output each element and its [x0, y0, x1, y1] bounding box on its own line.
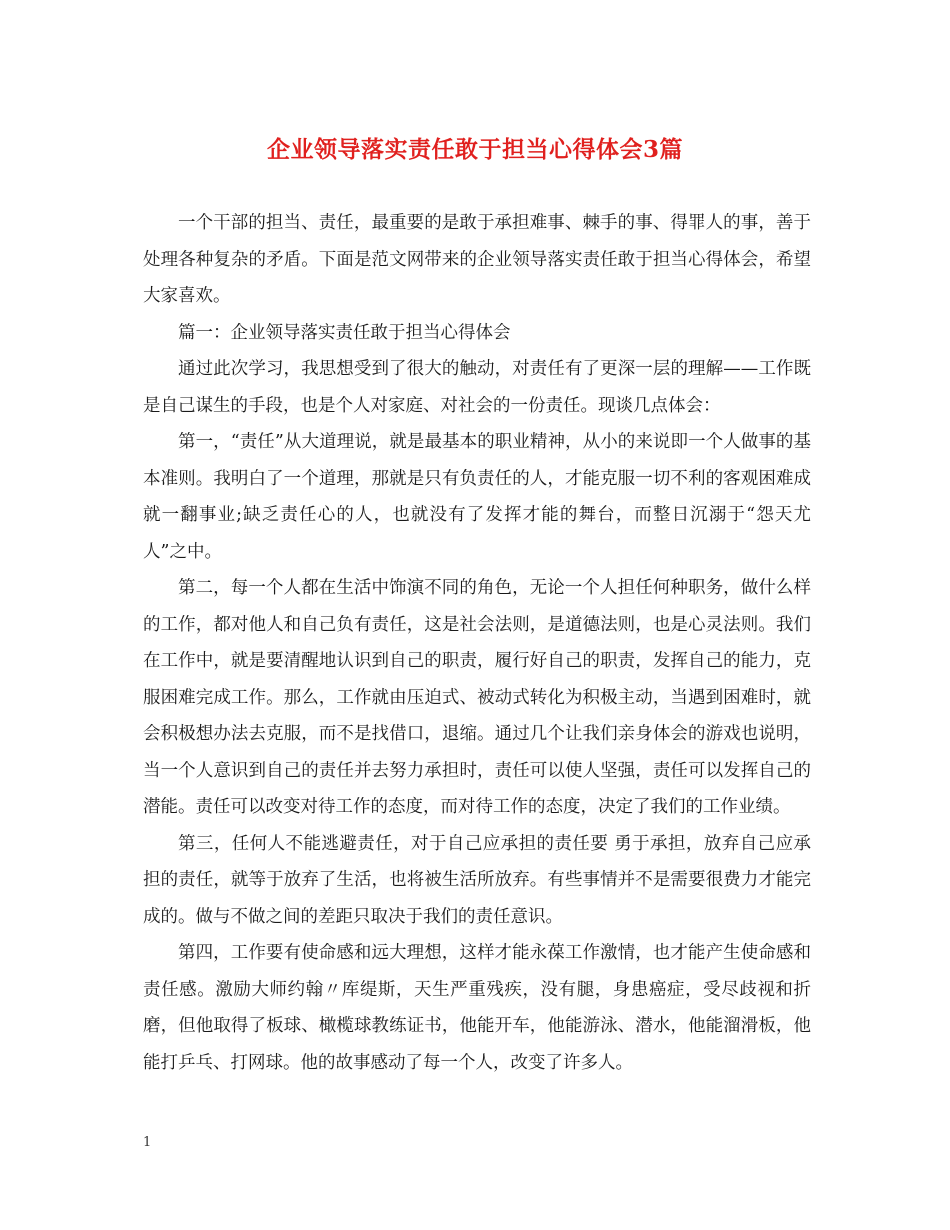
paragraph: 第二，每一个人都在生活中饰演不同的角色，无论一个人担任何种职务，做什么样的工作，都对他人和自己负有责任，这是社会法则，是道德法则，也是心灵法则。我们在工作中，就是要清醒地认识到自己的职责，履行好自己的职责，发挥自己的能力，克服困难完成工作。那么，工作就由压迫式、被动式转化为积极主动，当遇到困难时，就会积极想办法去克服，而不是找借口，退缩。通过几个让我们亲身体会的游戏也说明，当一个人意识到自己的责任并去努力承担时，责任可以使人坚强，责任可以发挥自己的潜能。责任可以改变对待工作的态度，而对待工作的态度，决定了我们的工作业绩。 [143, 578, 811, 817]
paragraph: 通过此次学习，我思想受到了很大的触动，对责任有了更深一层的理解——工作既是自己谋生的手段，也是个人对家庭、对社会的一份责任。现谈几点体会： [143, 359, 811, 416]
page-number: 1 [143, 1135, 152, 1150]
paragraph: 第一，“责任”从大道理说，就是最基本的职业精神，从小的来说即一个人做事的基本准则。我明白了一个道理，那就是只有负责任的人，才能克服一切不利的客观困难成就一翻事业;缺乏责任心的人，也就没有了发挥才能的舞台，而整日沉溺于“怨天尤人”之中。 [143, 432, 811, 562]
paragraph-intro: 一个干部的担当、责任，最重要的是敢于承担难事、棘手的事、得罪人的事，善于处理各种复杂的矛盾。下面是范文网带来的企业领导落实责任敢于担当心得体会，希望大家喜欢。 [143, 213, 811, 306]
paragraph: 第三，任何人不能逃避责任，对于自己应承担的责任要 勇于承担，放弃自己应承担的责任，就等于放弃了生活，也将被生活所放弃。有些事情并不是需要很费力才能完成的。做与不做之间的差距只取决于我们的责任意识。 [143, 833, 811, 927]
paragraph: 第四，工作要有使命感和远大理想，这样才能永葆工作激情，也才能产生使命感和责任感。激励大师约翰〃库缇斯，天生严重残疾，没有腿，身患癌症，受尽歧视和折磨，但他取得了板球、橄榄球教练证书，他能开车，他能游泳、潜水，他能溜滑板，他能打乒乓、打网球。他的故事感动了每一个人，改变了许多人。 [143, 943, 811, 1073]
document-title: 企业领导落实责任敢于担当心得体会3篇 [266, 136, 683, 163]
section-heading: 篇一：企业领导落实责任敢于担当心得体会 [178, 322, 511, 343]
document-body [143, 205, 811, 1081]
